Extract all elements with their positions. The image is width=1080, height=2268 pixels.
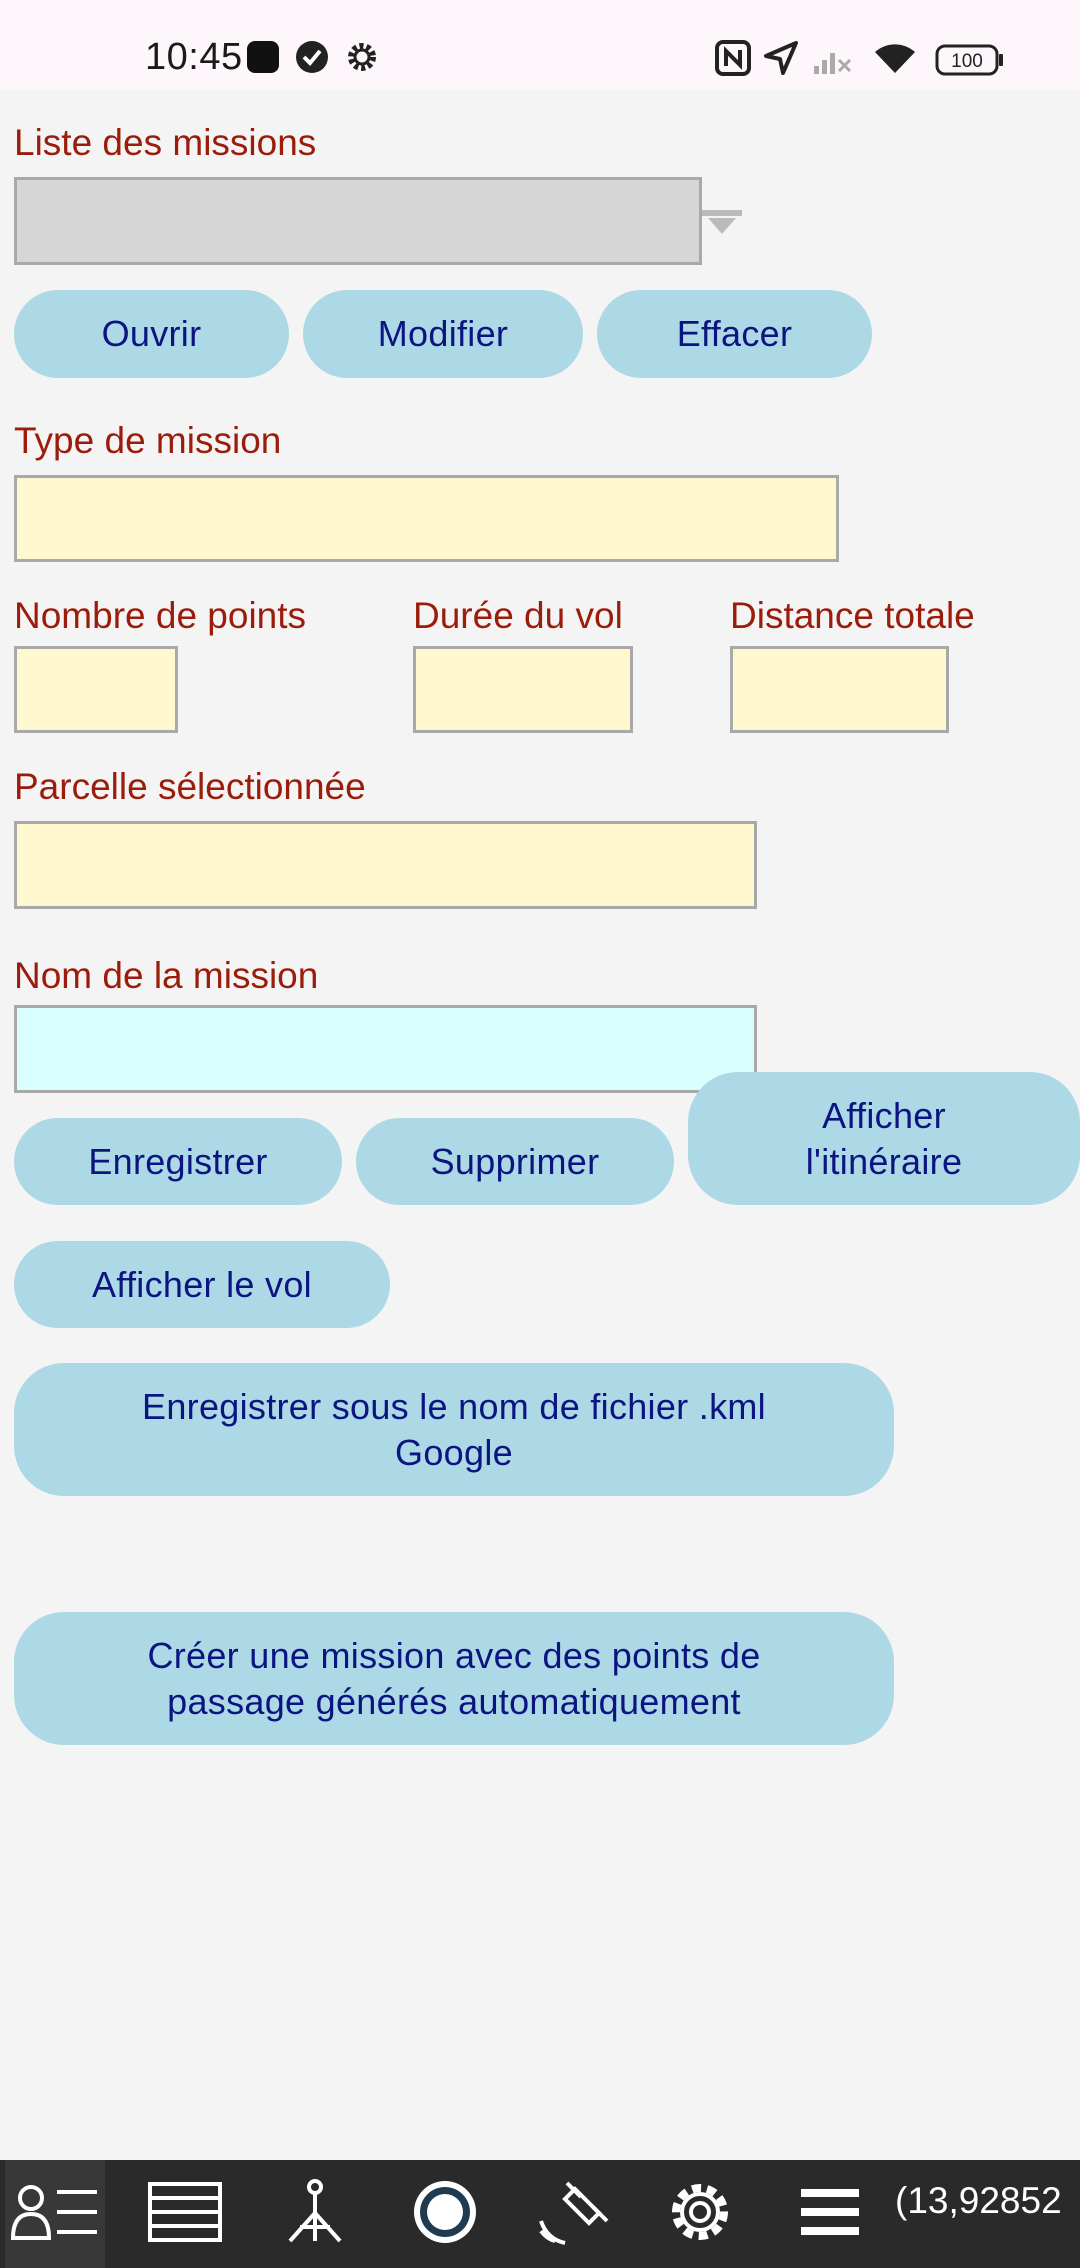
- battery-level: 100: [951, 51, 983, 72]
- show-flight-button[interactable]: Afficher le vol: [14, 1241, 390, 1328]
- mission-name-label: Nom de la mission: [14, 955, 319, 996]
- auto-mission-label-line2: passage générés automatiquement: [167, 1680, 741, 1722]
- mission-type-field[interactable]: [14, 475, 839, 562]
- coordinates-readout: (13,92852: [895, 2180, 1062, 2221]
- flight-duration-label: Durée du vol: [413, 595, 623, 636]
- wifi-icon: [873, 40, 917, 81]
- total-distance-label: Distance totale: [730, 595, 975, 636]
- points-count-field[interactable]: [14, 646, 178, 733]
- mission-list-dropdown[interactable]: [14, 177, 702, 265]
- nav-contacts-list[interactable]: [5, 2160, 105, 2268]
- gear-icon: [665, 2177, 735, 2252]
- no-signal-icon: [812, 40, 852, 81]
- nav-record[interactable]: [395, 2160, 495, 2268]
- selected-parcel-label: Parcelle sélectionnée: [14, 766, 366, 807]
- dropdown-arrow-icon[interactable]: [700, 208, 744, 243]
- delete-button[interactable]: Supprimer: [356, 1118, 674, 1205]
- show-route-button[interactable]: [688, 1072, 1080, 1205]
- flight-duration-field[interactable]: [413, 646, 633, 733]
- survey-tripod-icon: [282, 2179, 348, 2250]
- open-button[interactable]: Ouvrir: [14, 290, 289, 378]
- status-time: 10:45: [145, 36, 243, 78]
- record-icon: [410, 2177, 480, 2252]
- location-arrow-icon: [763, 40, 799, 81]
- contacts-list-icon: [11, 2182, 99, 2247]
- auto-mission-label-line1: Créer une mission avec des points de: [147, 1634, 761, 1676]
- nav-settings[interactable]: [650, 2160, 750, 2268]
- show-route-label-line1: Afficher: [822, 1094, 946, 1136]
- satellite-icon: [537, 2177, 613, 2252]
- total-distance-field[interactable]: [730, 646, 949, 733]
- nav-layers[interactable]: [135, 2160, 235, 2268]
- show-route-label-line2: l'itinéraire: [805, 1140, 963, 1182]
- check-circle-icon: [295, 40, 329, 79]
- nav-menu[interactable]: [780, 2160, 880, 2268]
- menu-icon: [799, 2187, 861, 2242]
- nav-survey[interactable]: [265, 2160, 365, 2268]
- auto-mission-button[interactable]: [14, 1612, 894, 1745]
- status-bar: [0, 0, 1080, 90]
- mission-list-label: Liste des missions: [14, 122, 317, 163]
- app-notification-icon: [246, 40, 280, 79]
- nav-satellite[interactable]: [525, 2160, 625, 2268]
- save-button[interactable]: Enregistrer: [14, 1118, 342, 1205]
- gear-icon: [345, 40, 379, 79]
- save-kml-label-line1: Enregistrer sous le nom de fichier .kml: [142, 1385, 766, 1427]
- save-kml-label-line2: Google: [395, 1431, 513, 1473]
- points-count-label: Nombre de points: [14, 595, 307, 636]
- selected-parcel-field[interactable]: [14, 821, 757, 909]
- battery-icon: [935, 44, 1005, 81]
- save-kml-button[interactable]: [14, 1363, 894, 1496]
- layers-icon: [147, 2181, 223, 2248]
- mission-name-input[interactable]: [14, 1005, 757, 1093]
- nfc-icon: [715, 40, 751, 81]
- clear-button[interactable]: Effacer: [597, 290, 872, 378]
- modify-button[interactable]: Modifier: [303, 290, 583, 378]
- mission-type-label: Type de mission: [14, 420, 282, 461]
